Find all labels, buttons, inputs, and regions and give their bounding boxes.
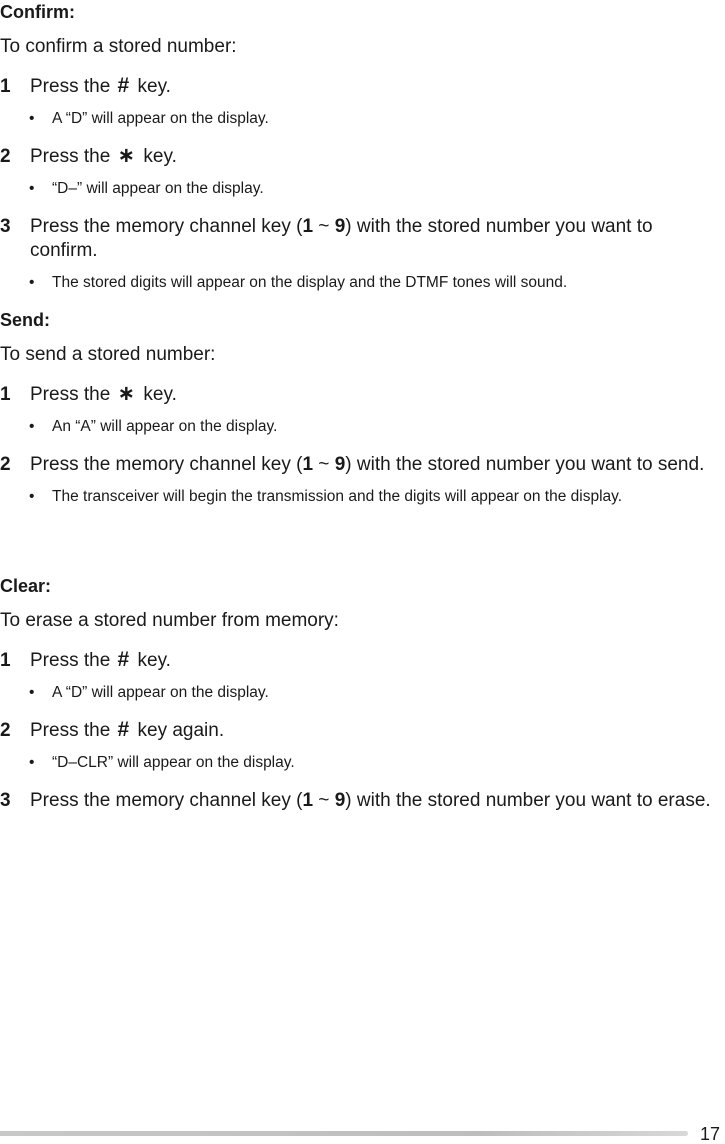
note-text: A “D” will appear on the display. <box>52 684 269 701</box>
step-number: 1 <box>0 384 11 405</box>
step-note <box>0 417 725 437</box>
section-heading: Send: <box>0 310 51 330</box>
step-note <box>0 273 725 293</box>
section-heading: Clear: <box>0 576 52 596</box>
step-text: Press the memory channel key ( <box>30 790 303 811</box>
section-intro: To send a stored number: <box>0 344 216 365</box>
step-text: key. <box>132 650 171 671</box>
note-text: An “A” will appear on the display. <box>52 418 278 435</box>
step-text: ) with the stored number you want to erase. <box>345 790 711 811</box>
note-text: “D–CLR” will appear on the display. <box>52 754 295 771</box>
hash-key-icon: # <box>117 648 130 671</box>
step-text: ) with the stored number you want to send. <box>345 454 705 475</box>
hash-key-icon: # <box>117 74 130 97</box>
step-number: 1 <box>0 650 11 671</box>
section-heading: Confirm: <box>0 2 75 22</box>
bullet-icon: • <box>29 684 35 701</box>
step-note <box>0 753 725 773</box>
step-2 <box>0 453 725 477</box>
step-text: Press the memory channel key ( <box>30 454 303 475</box>
step-number: 3 <box>0 216 11 237</box>
note-text: The stored digits will appear on the display and the DTMF tones will sound. <box>52 274 568 291</box>
step-text: ) with the stored number you want to confirm. <box>30 216 653 261</box>
section-intro: To confirm a stored number: <box>0 36 237 57</box>
step-1 <box>0 75 725 99</box>
step-text: Press the <box>30 720 116 741</box>
step-text: Press the memory channel key ( <box>30 216 303 237</box>
step-3 <box>0 215 725 263</box>
asterisk-key-icon: ∗ <box>117 382 136 405</box>
note-text: “D–” will appear on the display. <box>52 180 264 197</box>
clear-section <box>0 575 725 813</box>
key-1-label: 1 <box>302 454 314 475</box>
confirm-section <box>0 1 725 293</box>
key-1-label: 1 <box>302 790 314 811</box>
step-text: ~ <box>313 454 335 475</box>
footer-bar <box>0 1131 688 1136</box>
key-1-label: 1 <box>302 216 314 237</box>
bullet-icon: • <box>29 180 35 197</box>
step-number: 2 <box>0 454 11 475</box>
step-number: 3 <box>0 790 11 811</box>
hash-key-icon: # <box>117 718 130 741</box>
step-text: ~ <box>313 216 335 237</box>
step-1 <box>0 383 725 407</box>
step-3 <box>0 789 725 813</box>
step-text: Press the <box>30 650 116 671</box>
key-9-label: 9 <box>334 216 346 237</box>
asterisk-key-icon: ∗ <box>117 144 136 167</box>
bullet-icon: • <box>29 754 35 771</box>
step-text: Press the <box>30 384 116 405</box>
step-number: 2 <box>0 720 11 741</box>
step-number: 1 <box>0 76 11 97</box>
bullet-icon: • <box>29 274 35 291</box>
step-text: key again. <box>132 720 225 741</box>
step-note <box>0 487 725 507</box>
step-number: 2 <box>0 146 11 167</box>
step-text: key. <box>132 76 171 97</box>
bullet-icon: • <box>29 488 35 505</box>
page-number: 17 <box>700 1124 721 1144</box>
step-note <box>0 109 725 129</box>
step-text: key. <box>138 384 177 405</box>
step-note <box>0 179 725 199</box>
step-1 <box>0 649 725 673</box>
step-text: ~ <box>313 790 335 811</box>
step-2 <box>0 145 725 169</box>
bullet-icon: • <box>29 418 35 435</box>
send-section <box>0 309 725 507</box>
step-text: Press the <box>30 76 116 97</box>
step-2 <box>0 719 725 743</box>
section-intro: To erase a stored number from memory: <box>0 610 339 631</box>
bullet-icon: • <box>29 110 35 127</box>
note-text: The transceiver will begin the transmission and the digits will appear on the display. <box>52 488 623 505</box>
key-9-label: 9 <box>334 790 346 811</box>
note-text: A “D” will appear on the display. <box>52 110 269 127</box>
step-text: key. <box>138 146 177 167</box>
key-9-label: 9 <box>334 454 346 475</box>
step-note <box>0 683 725 703</box>
step-text: Press the <box>30 146 116 167</box>
